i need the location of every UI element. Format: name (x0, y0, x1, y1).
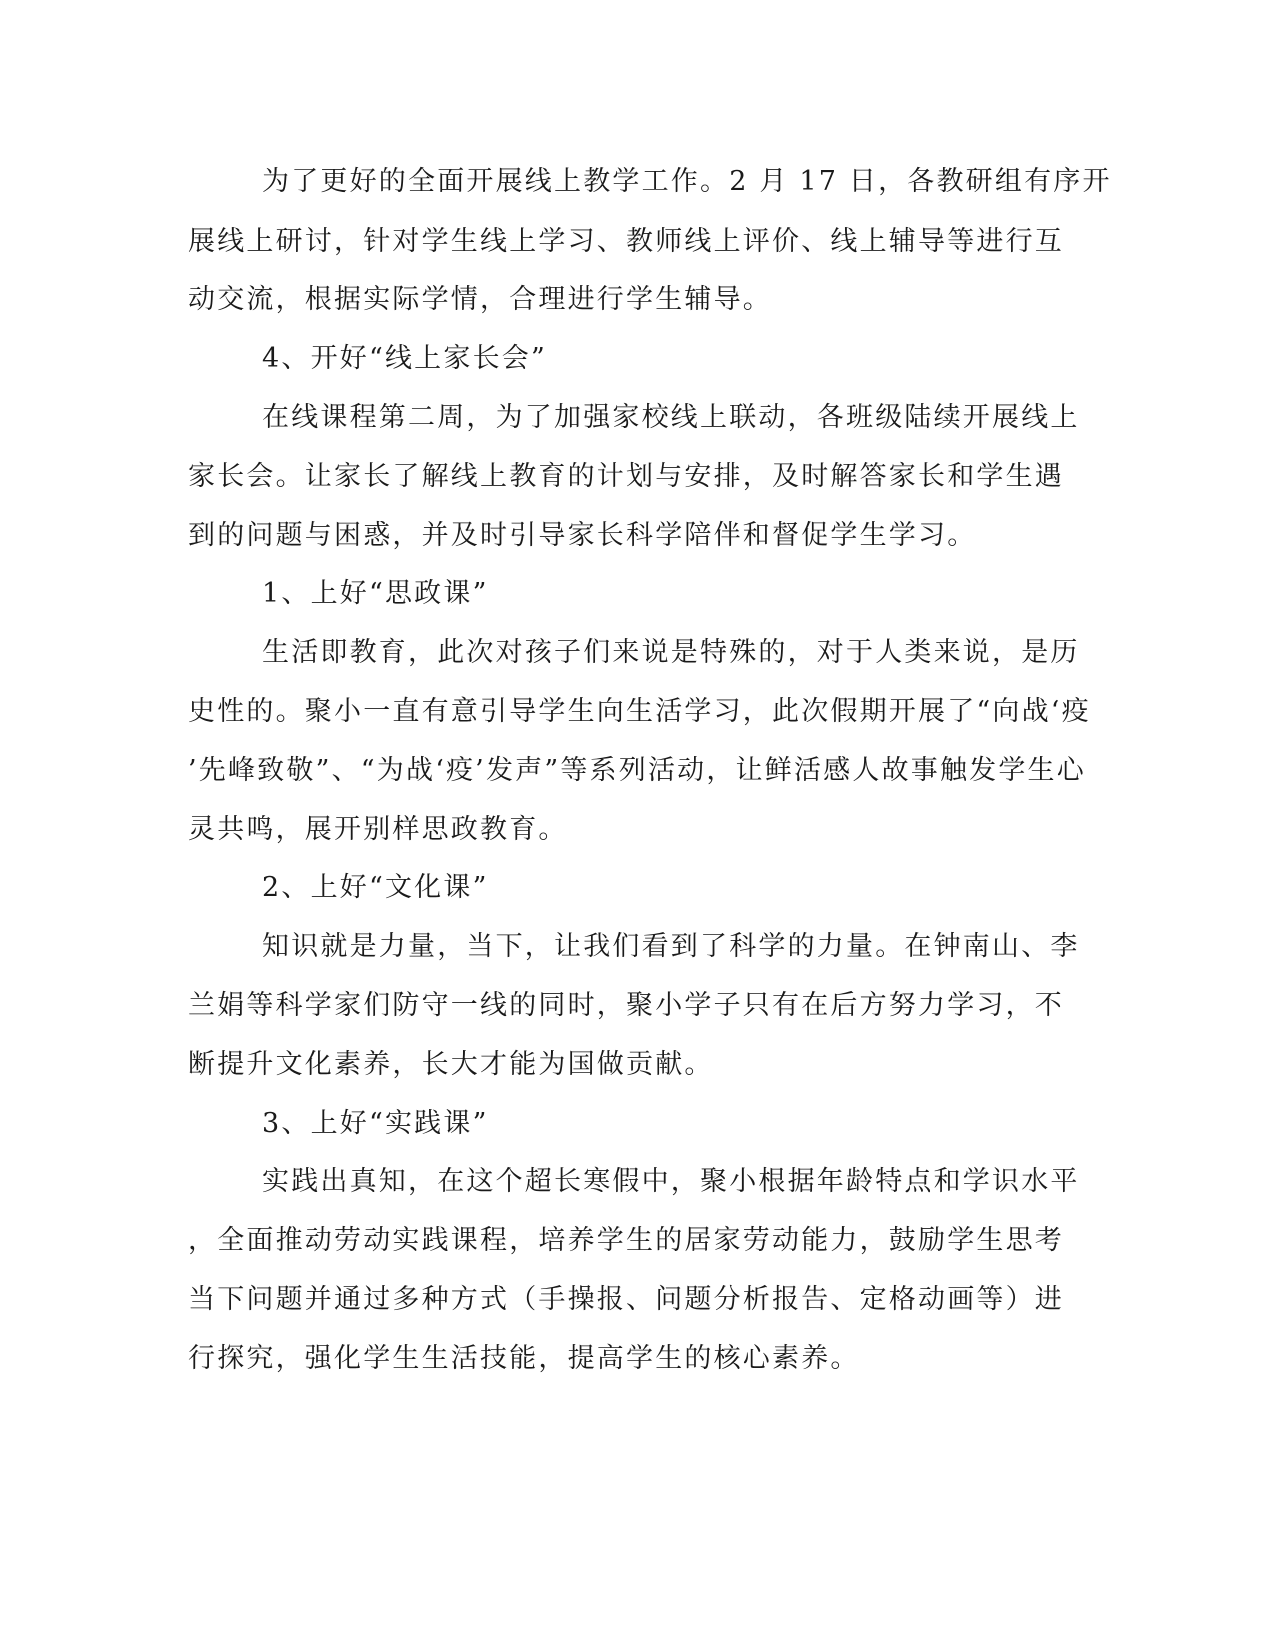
paragraph-line: 生活即教育，此次对孩子们来说是特殊的，对于人类来说，是历 (262, 637, 1080, 668)
section-heading: 2、上好“文化课” (262, 872, 489, 903)
paragraph-line: 当下问题并通过多种方式（手操报、问题分析报告、定格动画等）进 (188, 1284, 1064, 1315)
paragraph-line: 史性的。聚小一直有意引导学生向生活学习，此次假期开展了“向战‘疫 (188, 696, 1091, 727)
paragraph-line: 实践出真知，在这个超长寒假中，聚小根据年龄特点和学识水平 (262, 1166, 1080, 1197)
paragraph-line: 展线上研讨，针对学生线上学习、教师线上评价、线上辅导等进行互 (188, 226, 1064, 257)
paragraph-line: ，全面推动劳动实践课程，培养学生的居家劳动能力，鼓励学生思考 (188, 1225, 1064, 1256)
paragraph-line: 家长会。让家长了解线上教育的计划与安排，及时解答家长和学生遇 (188, 461, 1064, 492)
paragraph-line: 行探究，强化学生生活技能，提高学生的核心素养。 (188, 1343, 860, 1374)
paragraph-line: 兰娟等科学家们防守一线的同时，聚小学子只有在后方努力学习，不 (188, 990, 1064, 1021)
section-heading: 1、上好“思政课” (262, 578, 489, 609)
section-heading: 3、上好“实践课” (262, 1108, 489, 1139)
section-heading: 4、开好“线上家长会” (262, 343, 547, 374)
paragraph-line: 到的问题与困惑，并及时引导家长科学陪伴和督促学生学习。 (188, 520, 977, 551)
paragraph-line: 断提升文化素养，长大才能为国做贡献。 (188, 1049, 714, 1080)
paragraph-line: 在线课程第二周，为了加强家校线上联动，各班级陆续开展线上 (262, 402, 1080, 433)
paragraph-line: 灵共鸣，展开别样思政教育。 (188, 814, 568, 845)
paragraph-line: 知识就是力量，当下，让我们看到了科学的力量。在钟南山、李 (262, 931, 1080, 962)
paragraph-line: ’先峰致敬”、“为战‘疫’发声”等系列活动，让鲜活感人故事触发学生心 (188, 755, 1086, 786)
paragraph-line: 为了更好的全面开展线上教学工作。2 月 17 日，各教研组有序开 (262, 166, 1112, 197)
paragraph-line: 动交流，根据实际学情，合理进行学生辅导。 (188, 284, 772, 315)
